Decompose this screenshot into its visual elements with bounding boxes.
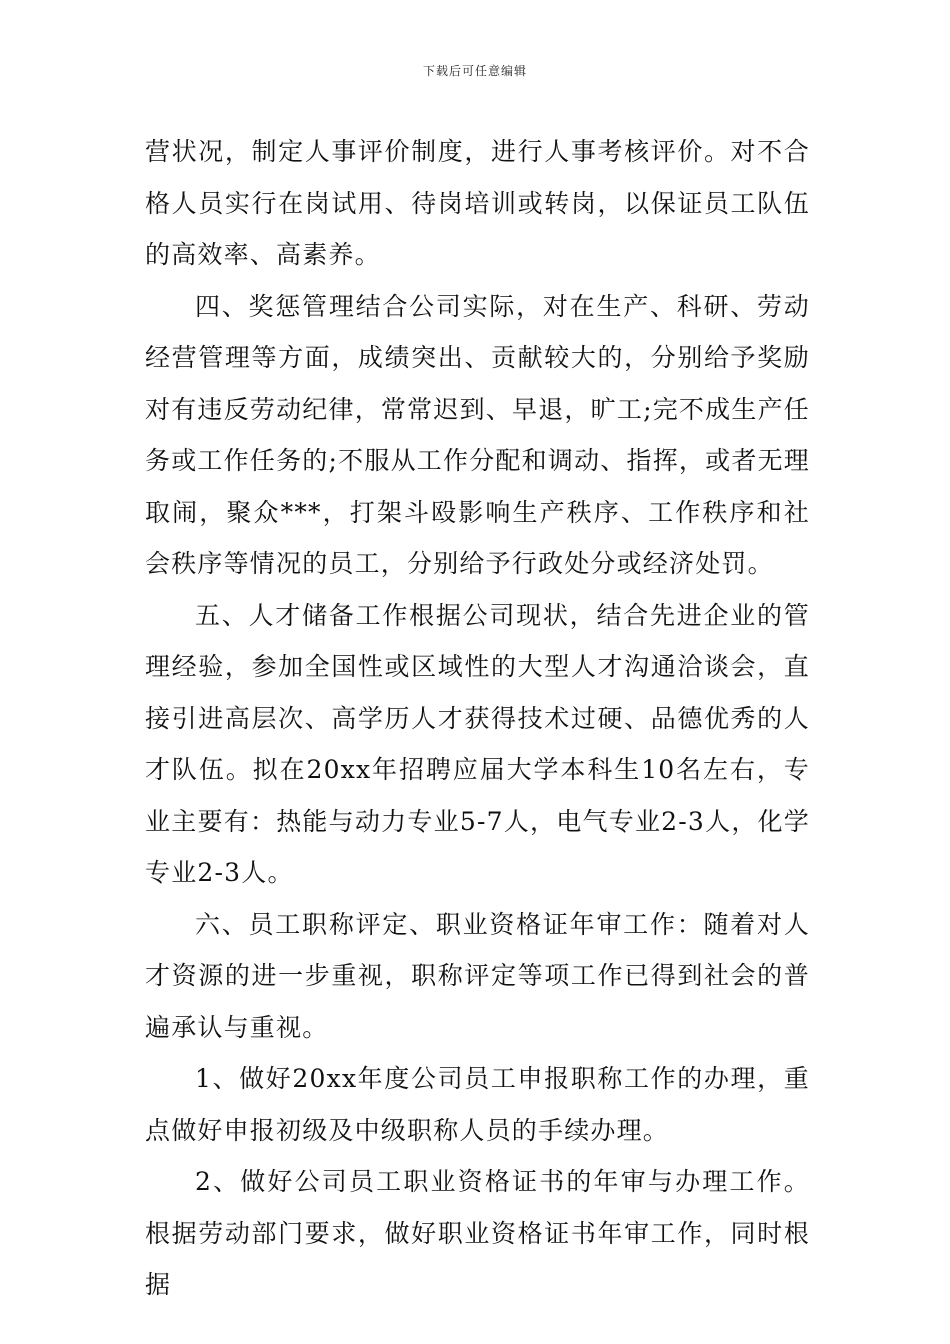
paragraph-2: 四、奖惩管理结合公司实际，对在生产、科研、劳动经营管理等方面，成绩突出、贡献较大的，分别给予奖励对有违反劳动纪律，常常迟到、早退，旷工;完不成生产任务或工作任务的;不服从工作分配和调动、指挥，或者无理取闹，聚众***，打架斗殴影响生产秩序、工作秩序和社会秩序等情况的员工，分别给予行政处分或经济处罚。 (145, 291, 810, 578)
paragraph-5: 1、做好20xx年度公司员工申报职称工作的办理，重点做好申报初级及中级职称人员的手续办理。 (145, 1064, 810, 1145)
paragraph-1: 营状况，制定人事评价制度，进行人事考核评价。对不合格人员实行在岗试用、待岗培训或转岗，以保证员工队伍的高效率、高素养。 (145, 137, 810, 269)
paragraph-3: 五、人才储备工作根据公司现状，结合先进企业的管理经验，参加全国性或区域性的大型人才沟通洽谈会，直接引进高层次、高学历人才获得技术过硬、品德优秀的人才队伍。拟在20xx年招聘应届大学本科生10名左右，专业主要有：热能与动力专业5-7人，电气专业2-3人，化学专业2-3人。 (145, 600, 810, 887)
paragraph-4: 六、员工职称评定、职业资格证年审工作：随着对人才资源的进一步重视，职称评定等项工作已得到社会的普遍承认与重视。 (145, 909, 810, 1042)
document-body (145, 126, 810, 1311)
paragraph-6: 2、做好公司员工职业资格证书的年审与办理工作。根据劳动部门要求，做好职业资格证书年审工作，同时根据 (145, 1167, 810, 1299)
page-header: 下载后可任意编辑 (422, 64, 527, 78)
